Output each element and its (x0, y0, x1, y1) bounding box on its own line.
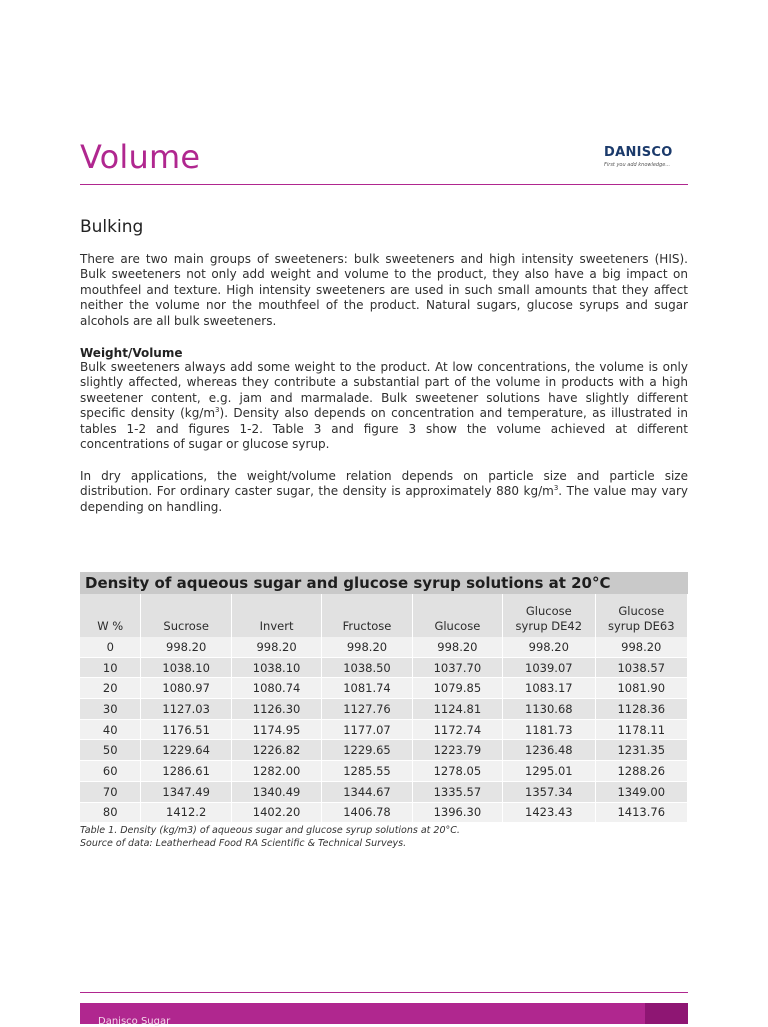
density-cell: 1127.76 (322, 699, 412, 720)
density-cell: 998.20 (231, 637, 321, 657)
column-header: W % (80, 594, 141, 637)
danisco-logo (604, 145, 694, 168)
weight-percent-cell: 60 (80, 761, 141, 782)
density-cell: 1357.34 (503, 781, 595, 802)
density-cell: 1423.43 (503, 802, 595, 823)
column-header: Glucose syrup DE42 (503, 594, 595, 637)
density-cell: 1285.55 (322, 761, 412, 782)
table-row (80, 637, 688, 657)
table-row (80, 761, 688, 782)
density-cell: 1126.30 (231, 699, 321, 720)
density-cell: 1282.00 (231, 761, 321, 782)
table-row (80, 719, 688, 740)
weight-percent-cell: 40 (80, 719, 141, 740)
density-cell: 1130.68 (503, 699, 595, 720)
density-cell: 1344.67 (322, 781, 412, 802)
density-cell: 1347.49 (141, 781, 231, 802)
density-cell: 1079.85 (412, 678, 502, 699)
density-cell: 1038.10 (231, 657, 321, 678)
density-cell: 1181.73 (503, 719, 595, 740)
density-cell: 1081.90 (595, 678, 687, 699)
density-cell: 1127.03 (141, 699, 231, 720)
table-row (80, 678, 688, 699)
weight-percent-cell: 80 (80, 802, 141, 823)
weight-percent-cell: 30 (80, 699, 141, 720)
column-header: Glucose syrup DE63 (595, 594, 687, 637)
density-cell: 1174.95 (231, 719, 321, 740)
weight-percent-cell: 10 (80, 657, 141, 678)
density-cell: 1288.26 (595, 761, 687, 782)
density-cell: 998.20 (322, 637, 412, 657)
caption-line-2: Source of data: Leatherhead Food RA Scientific & Technical Surveys. (80, 838, 407, 849)
density-cell: 1349.00 (595, 781, 687, 802)
weight-percent-cell: 20 (80, 678, 141, 699)
density-cell: 1039.07 (503, 657, 595, 678)
intro-paragraph: There are two main groups of sweeteners: bulk sweeteners and high intensity sweeteners (HIS). Bulk sweeteners not only add weight and volume to the product, they also have a big impact on mouthfeel and texture. High intensity sweeteners are used in such small amounts that they affect neither the volume nor the mouthfeel of the product. Natural sugars, glucose syrups and sugar alcohols are all bulk sweeteners. (80, 252, 688, 328)
density-table (80, 572, 688, 823)
page-title: Volume (80, 138, 201, 176)
table-row (80, 781, 688, 802)
table-row (80, 740, 688, 761)
section-heading: Bulking (80, 217, 144, 237)
dry-applications-paragraph: In dry applications, the weight/volume relation depends on particle size and particle size distribution. For ordinary caster sugar, the density is approximately 880 $kg/m^3$. The value may vary depending on handling. (80, 469, 688, 514)
column-header: Fructose (322, 594, 412, 637)
footer-accent (645, 1003, 688, 1024)
density-cell: 1286.61 (141, 761, 231, 782)
density-cell: 1236.48 (503, 740, 595, 761)
density-cell: 1037.70 (412, 657, 502, 678)
density-cell: 1231.35 (595, 740, 687, 761)
density-cell: 1178.11 (595, 719, 687, 740)
density-cell: 1229.64 (141, 740, 231, 761)
weight-percent-cell: 0 (80, 637, 141, 657)
weight-percent-cell: 50 (80, 740, 141, 761)
weight-volume-paragraph: Bulk sweeteners always add some weight to the product. At low concentrations, the volume is only slightly affected, whereas they contribute a substantial part of the volume in products with a high sweetener content, e.g. jam and marmalade. Bulk sweetener solutions have slightly different specific density $(kg/m^3)$. Density also depends on concentration and temperature, as illustrated in tables 1-2 and figures 1-2. Table 3 and figure 3 show the volume achieved at different concentrations of sugar or glucose syrup. (80, 360, 688, 452)
density-cell: 1226.82 (231, 740, 321, 761)
density-cell: 1340.49 (231, 781, 321, 802)
density-cell: 1412.2 (141, 802, 231, 823)
density-cell: 1406.78 (322, 802, 412, 823)
density-cell: 998.20 (141, 637, 231, 657)
weight-volume-subheading: Weight/Volume (80, 346, 183, 360)
table-caption (80, 824, 460, 850)
table-title: Density of aqueous sugar and glucose syrup solutions at 20°C (80, 572, 688, 594)
density-cell: 1080.74 (231, 678, 321, 699)
density-cell: 1128.36 (595, 699, 687, 720)
density-cell: 1176.51 (141, 719, 231, 740)
density-cell: 1396.30 (412, 802, 502, 823)
density-cell: 1295.01 (503, 761, 595, 782)
table-row (80, 699, 688, 720)
density-cell: 1083.17 (503, 678, 595, 699)
density-cell: 1177.07 (322, 719, 412, 740)
footer-divider (80, 992, 688, 993)
title-divider (80, 184, 688, 185)
weight-percent-cell: 70 (80, 781, 141, 802)
caption-line-1: Table 1. Density (kg/m3) of aqueous sugar and glucose syrup solutions at 20°C. (80, 825, 460, 836)
logo-text: DANISCO (604, 145, 673, 160)
density-cell: 998.20 (503, 637, 595, 657)
density-cell: 1413.76 (595, 802, 687, 823)
density-cell: 1038.57 (595, 657, 687, 678)
column-header: Glucose (412, 594, 502, 637)
density-cell: 1038.10 (141, 657, 231, 678)
logo-tagline: First you add knowledge... (604, 162, 671, 168)
footer-text: Danisco Sugar (98, 1016, 171, 1027)
density-cell: 998.20 (595, 637, 687, 657)
density-cell: 1335.57 (412, 781, 502, 802)
density-cell: 1278.05 (412, 761, 502, 782)
density-cell: 998.20 (412, 637, 502, 657)
density-cell: 1172.74 (412, 719, 502, 740)
column-header: Invert (231, 594, 321, 637)
density-cell: 1081.74 (322, 678, 412, 699)
density-cell: 1223.79 (412, 740, 502, 761)
density-cell: 1229.65 (322, 740, 412, 761)
density-cell: 1402.20 (231, 802, 321, 823)
table-row (80, 657, 688, 678)
density-cell: 1124.81 (412, 699, 502, 720)
density-cell: 1038.50 (322, 657, 412, 678)
density-cell: 1080.97 (141, 678, 231, 699)
column-header: Sucrose (141, 594, 231, 637)
table-row (80, 802, 688, 823)
